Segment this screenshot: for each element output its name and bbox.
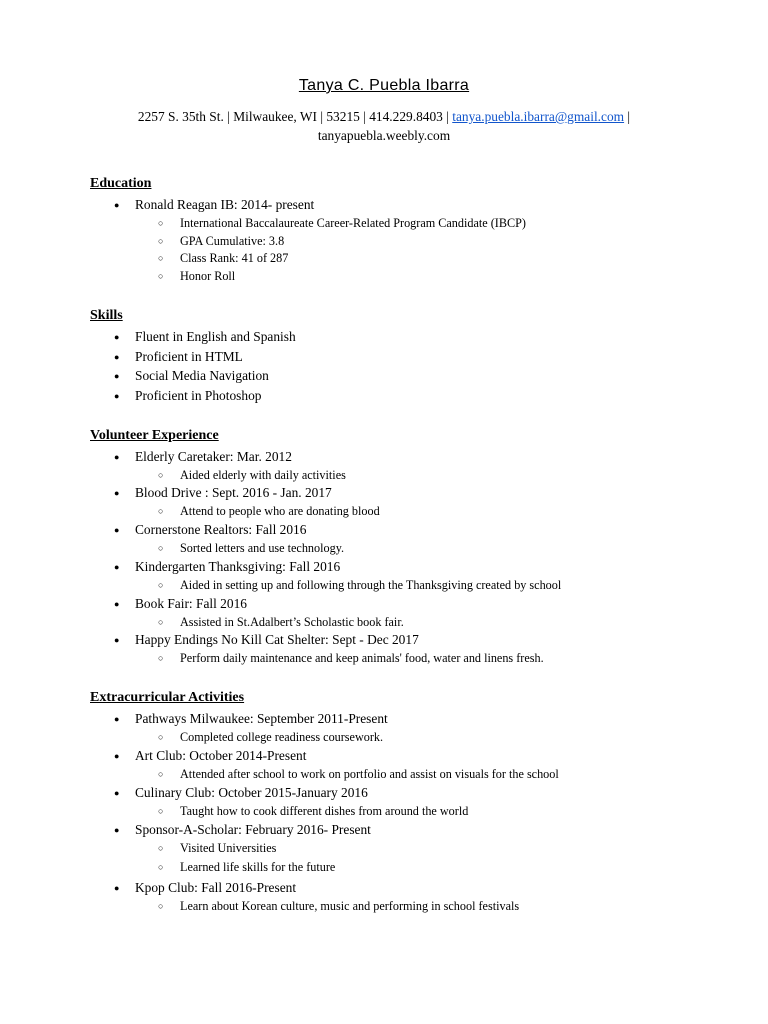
education-item-text: Ronald Reagan IB: 2014- present [135, 197, 315, 212]
skills-item-text: Proficient in HTML [135, 348, 243, 364]
resume-name: Tanya C. Puebla Ibarra [298, 77, 470, 94]
bullet-dot: ● [114, 351, 120, 362]
education-subitem-text: Class Rank: 41 of 287 [180, 251, 289, 265]
bullet-circle: ○ [158, 862, 164, 872]
extracurricular-item-text: Art Club: October 2014-Present [135, 748, 307, 763]
bullet-dot: ● [114, 788, 120, 798]
email-link[interactable]: tanya.puebla.ibarra@gmail.com [452, 109, 625, 124]
volunteer-item-text: Elderly Caretaker: Mar. 2012 [135, 449, 292, 464]
extracurricular-subitem-text: Visited Universities [180, 841, 277, 855]
bullet-dot: ● [114, 599, 120, 609]
bullet-circle: ○ [158, 901, 164, 911]
bullet-circle: ○ [158, 769, 164, 779]
bullet-circle: ○ [158, 218, 164, 228]
volunteer-heading: Volunteer Experience [90, 428, 219, 443]
bullet-dot: ● [114, 751, 120, 761]
bullet-dot: ● [114, 714, 120, 724]
bullet-circle: ○ [158, 806, 164, 816]
bullet-dot: ● [114, 525, 120, 535]
bullet-dot: ● [114, 390, 120, 401]
bullet-circle: ○ [158, 235, 164, 246]
bullet-dot: ● [114, 371, 120, 381]
volunteer-subitem-text: Perform daily maintenance and keep animals' food, water and linens fresh. [180, 651, 544, 665]
bullet-circle: ○ [158, 617, 164, 627]
skills-heading: Skills [90, 308, 123, 323]
extracurricular-item-text: Kpop Club: Fall 2016-Present [135, 880, 297, 895]
extracurricular-subitem-text: Learn about Korean culture, music and performing in school festivals [180, 899, 520, 913]
volunteer-subitem-text: Sorted letters and use technology. [180, 541, 345, 555]
education-subitem-text: GPA Cumulative: 3.8 [180, 233, 285, 248]
volunteer-item-text: Kindergarten Thanksgiving: Fall 2016 [135, 559, 341, 574]
bullet-circle: ○ [158, 506, 164, 516]
extracurricular-item-text: Culinary Club: October 2015-January 2016 [135, 785, 368, 800]
volunteer-subitem-text: Assisted in St.Adalbert’s Scholastic book fair. [180, 615, 404, 629]
bullet-dot: ● [114, 332, 120, 342]
extracurricular-item-text: Pathways Milwaukee: September 2011-Present [135, 711, 388, 726]
education-subitem-text: Honor Roll [180, 268, 236, 283]
bullet-dot: ● [114, 635, 120, 645]
bullet-dot: ● [114, 452, 120, 462]
skills-item-text: Proficient in Photoshop [135, 387, 262, 403]
bullet-circle: ○ [158, 543, 164, 553]
skills-item-text: Social Media Navigation [135, 368, 269, 383]
volunteer-item-text: Blood Drive : Sept. 2016 - Jan. 2017 [135, 485, 332, 500]
bullet-circle: ○ [158, 253, 164, 263]
contact-separator: | [624, 109, 631, 124]
bullet-circle: ○ [158, 470, 164, 480]
website-text: tanyapuebla.weebly.com [317, 128, 451, 143]
bullet-dot: ● [114, 825, 120, 835]
extracurricular-heading: Extracurricular Activities [90, 690, 245, 705]
contact-block [110, 107, 658, 145]
volunteer-item-text: Happy Endings No Kill Cat Shelter: Sept - Dec 2017 [135, 632, 419, 647]
bullet-dot: ● [114, 488, 120, 498]
contact-address: 2257 S. 35th St. | Milwaukee, WI | 53215 | 414.229.8403 | [137, 109, 453, 124]
extracurricular-subitem-text: Taught how to cook different dishes from around the world [180, 804, 469, 818]
bullet-circle: ○ [158, 732, 164, 742]
extracurricular-subitem-text: Learned life skills for the future [180, 860, 336, 874]
education-heading: Education [90, 176, 152, 191]
skills-item-text: Fluent in English and Spanish [135, 329, 296, 344]
bullet-dot: ● [114, 562, 120, 572]
volunteer-subitem-text: Attend to people who are donating blood [180, 504, 380, 518]
bullet-circle: ○ [158, 270, 164, 281]
extracurricular-subitem-text: Attended after school to work on portfolio and assist on visuals for the school [180, 767, 559, 781]
extracurricular-subitem-text: Completed college readiness coursework. [180, 730, 384, 744]
bullet-dot: ● [114, 883, 120, 893]
bullet-circle: ○ [158, 653, 164, 663]
volunteer-subitem-text: Aided in setting up and following through the Thanksgiving created by school [180, 578, 562, 592]
extracurricular-item-text: Sponsor-A-Scholar: February 2016- Present [135, 822, 371, 837]
bullet-circle: ○ [158, 843, 164, 853]
bullet-dot: ● [114, 200, 120, 210]
volunteer-item-text: Book Fair: Fall 2016 [135, 596, 247, 611]
volunteer-subitem-text: Aided elderly with daily activities [180, 468, 346, 482]
volunteer-item-text: Cornerstone Realtors: Fall 2016 [135, 522, 307, 537]
education-subitem-text: International Baccalaureate Career-Related Program Candidate (IBCP) [180, 216, 526, 230]
bullet-circle: ○ [158, 580, 164, 590]
